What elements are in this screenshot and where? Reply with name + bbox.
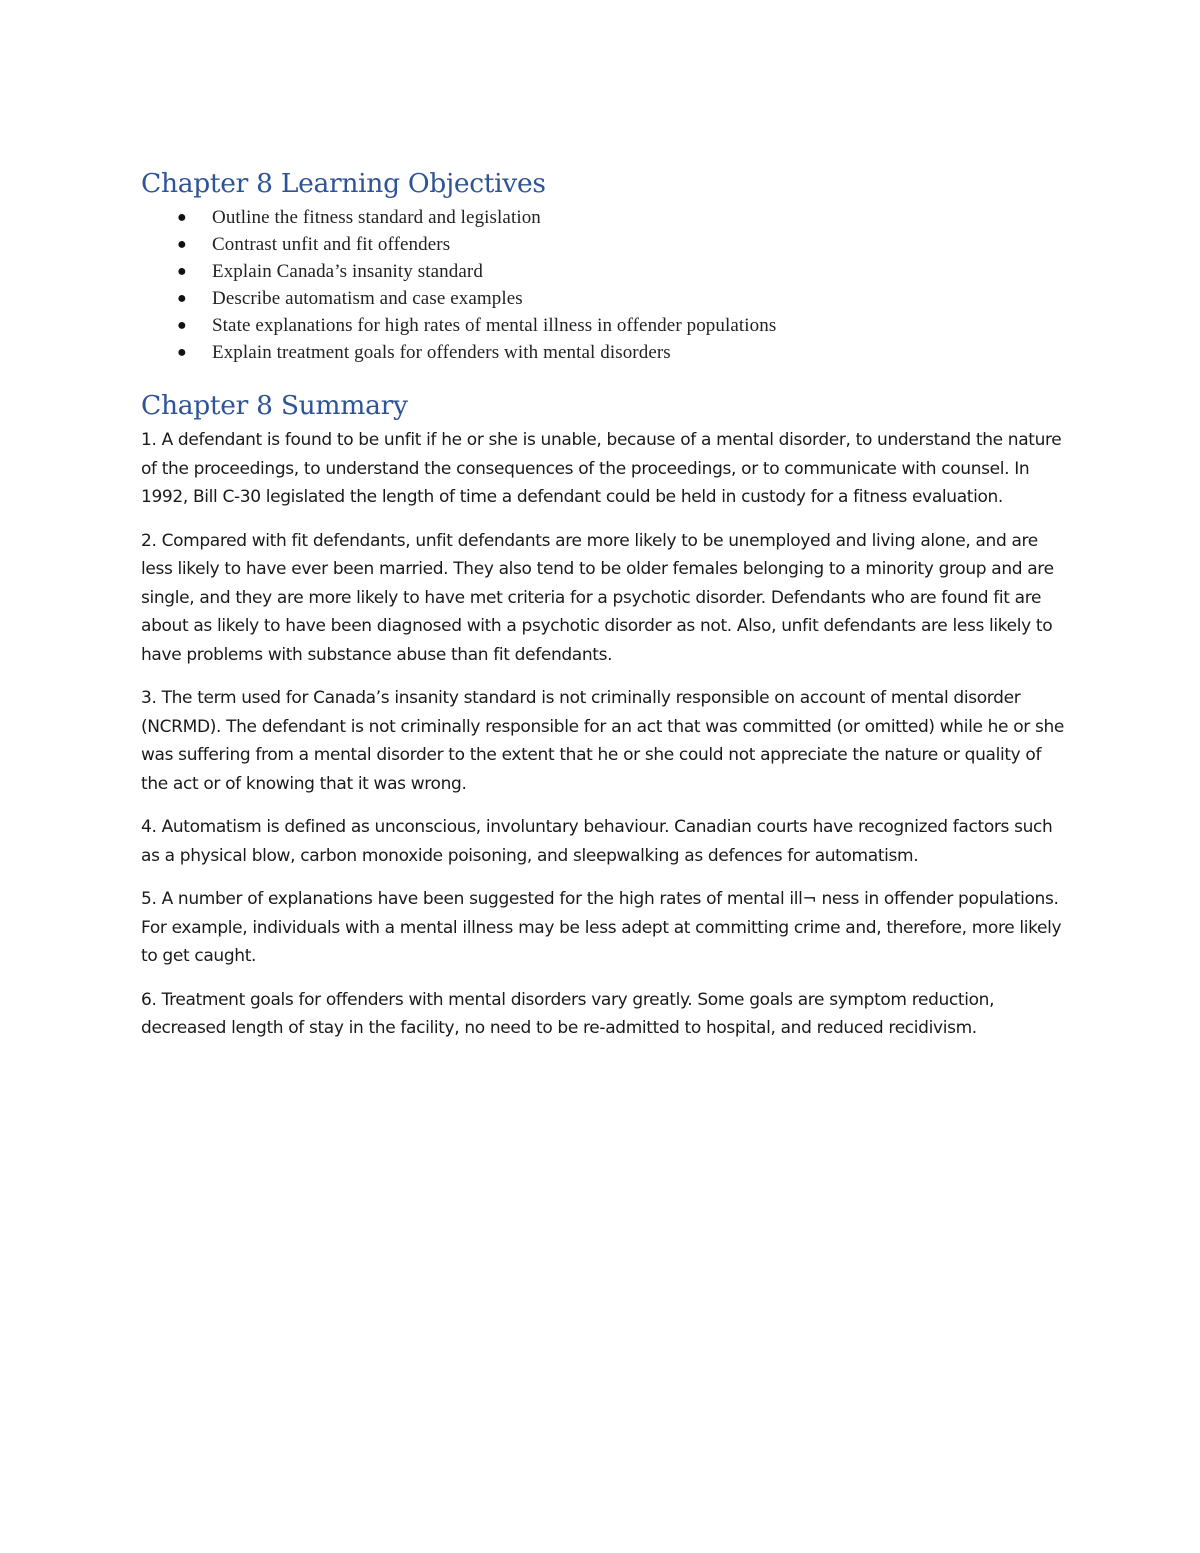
objective-text: Describe automatism and case examples <box>212 288 523 309</box>
bullet-icon: ● <box>177 290 187 307</box>
objective-item <box>141 204 1066 231</box>
summary-heading: Chapter 8 Summary <box>141 390 408 421</box>
objective-item <box>141 339 1066 366</box>
bullet-icon: ● <box>177 317 187 334</box>
summary-paragraph: 5. A number of explanations have been suggested for the high rates of mental ill¬ ness in offender populations. For example, individuals with a mental illness may be less adept at committing crime and, therefore, more likely to get caught. <box>141 889 1062 966</box>
bullet-icon: ● <box>177 236 187 253</box>
objective-text: Explain treatment goals for offenders with mental disorders <box>212 342 671 363</box>
objectives-list <box>141 204 1066 366</box>
summary-paragraph: 1. A defendant is found to be unfit if he or she is unable, because of a mental disorder, to understand the nature of the proceedings, to understand the consequences of the proceedings, or to communicate with counsel. In 1992, Bill C-30 legislated the length of time a defendant could be held in custody for a fitness evaluation. <box>141 430 1062 507</box>
objective-text: Explain Canada’s insanity standard <box>212 261 483 282</box>
objective-item <box>141 312 1066 339</box>
summary-paragraph: 4. Automatism is defined as unconscious, involuntary behaviour. Canadian courts have recognized factors such as a physical blow, carbon monoxide poisoning, and sleepwalking as defences for automatism. <box>141 817 1053 866</box>
objective-item <box>141 231 1066 258</box>
bullet-icon: ● <box>177 263 187 280</box>
objective-text: State explanations for high rates of mental illness in offender populations <box>212 315 777 336</box>
objective-item <box>141 258 1066 285</box>
objectives-heading: Chapter 8 Learning Objectives <box>141 168 546 199</box>
objective-item <box>141 285 1066 312</box>
summary-paragraph: 6. Treatment goals for offenders with mental disorders vary greatly. Some goals are symptom reduction, decreased length of stay in the facility, no need to be re-admitted to hospital, and reduced recidivism. <box>141 989 995 1038</box>
bullet-icon: ● <box>177 344 187 361</box>
document-content <box>141 164 1066 1058</box>
summary-paragraph: 3. The term used for Canada’s insanity standard is not criminally responsible on account of mental disorder (NCRMD). The defendant is not criminally responsible for an act that was committed (or omitted) while he or she was suffering from a mental disorder to the extent that he or she could not appreciate the nature or quality of the act or of knowing that it was wrong. <box>141 688 1064 794</box>
summary-paragraph: 2. Compared with fit defendants, unfit defendants are more likely to be unemployed and living alone, and are less likely to have ever been married. They also tend to be older females belonging to a minority group and are single, and they are more likely to have met criteria for a psychotic disorder. Defendants who are found fit are about as likely to have been diagnosed with a psychotic disorder as not. Also, unfit defendants are less likely to have problems with substance abuse than fit defendants. <box>141 530 1054 665</box>
bullet-icon: ● <box>177 209 187 226</box>
objective-text: Outline the fitness standard and legislation <box>212 207 541 228</box>
summary-body <box>141 426 1066 1043</box>
objective-text: Contrast unfit and fit offenders <box>212 234 451 255</box>
